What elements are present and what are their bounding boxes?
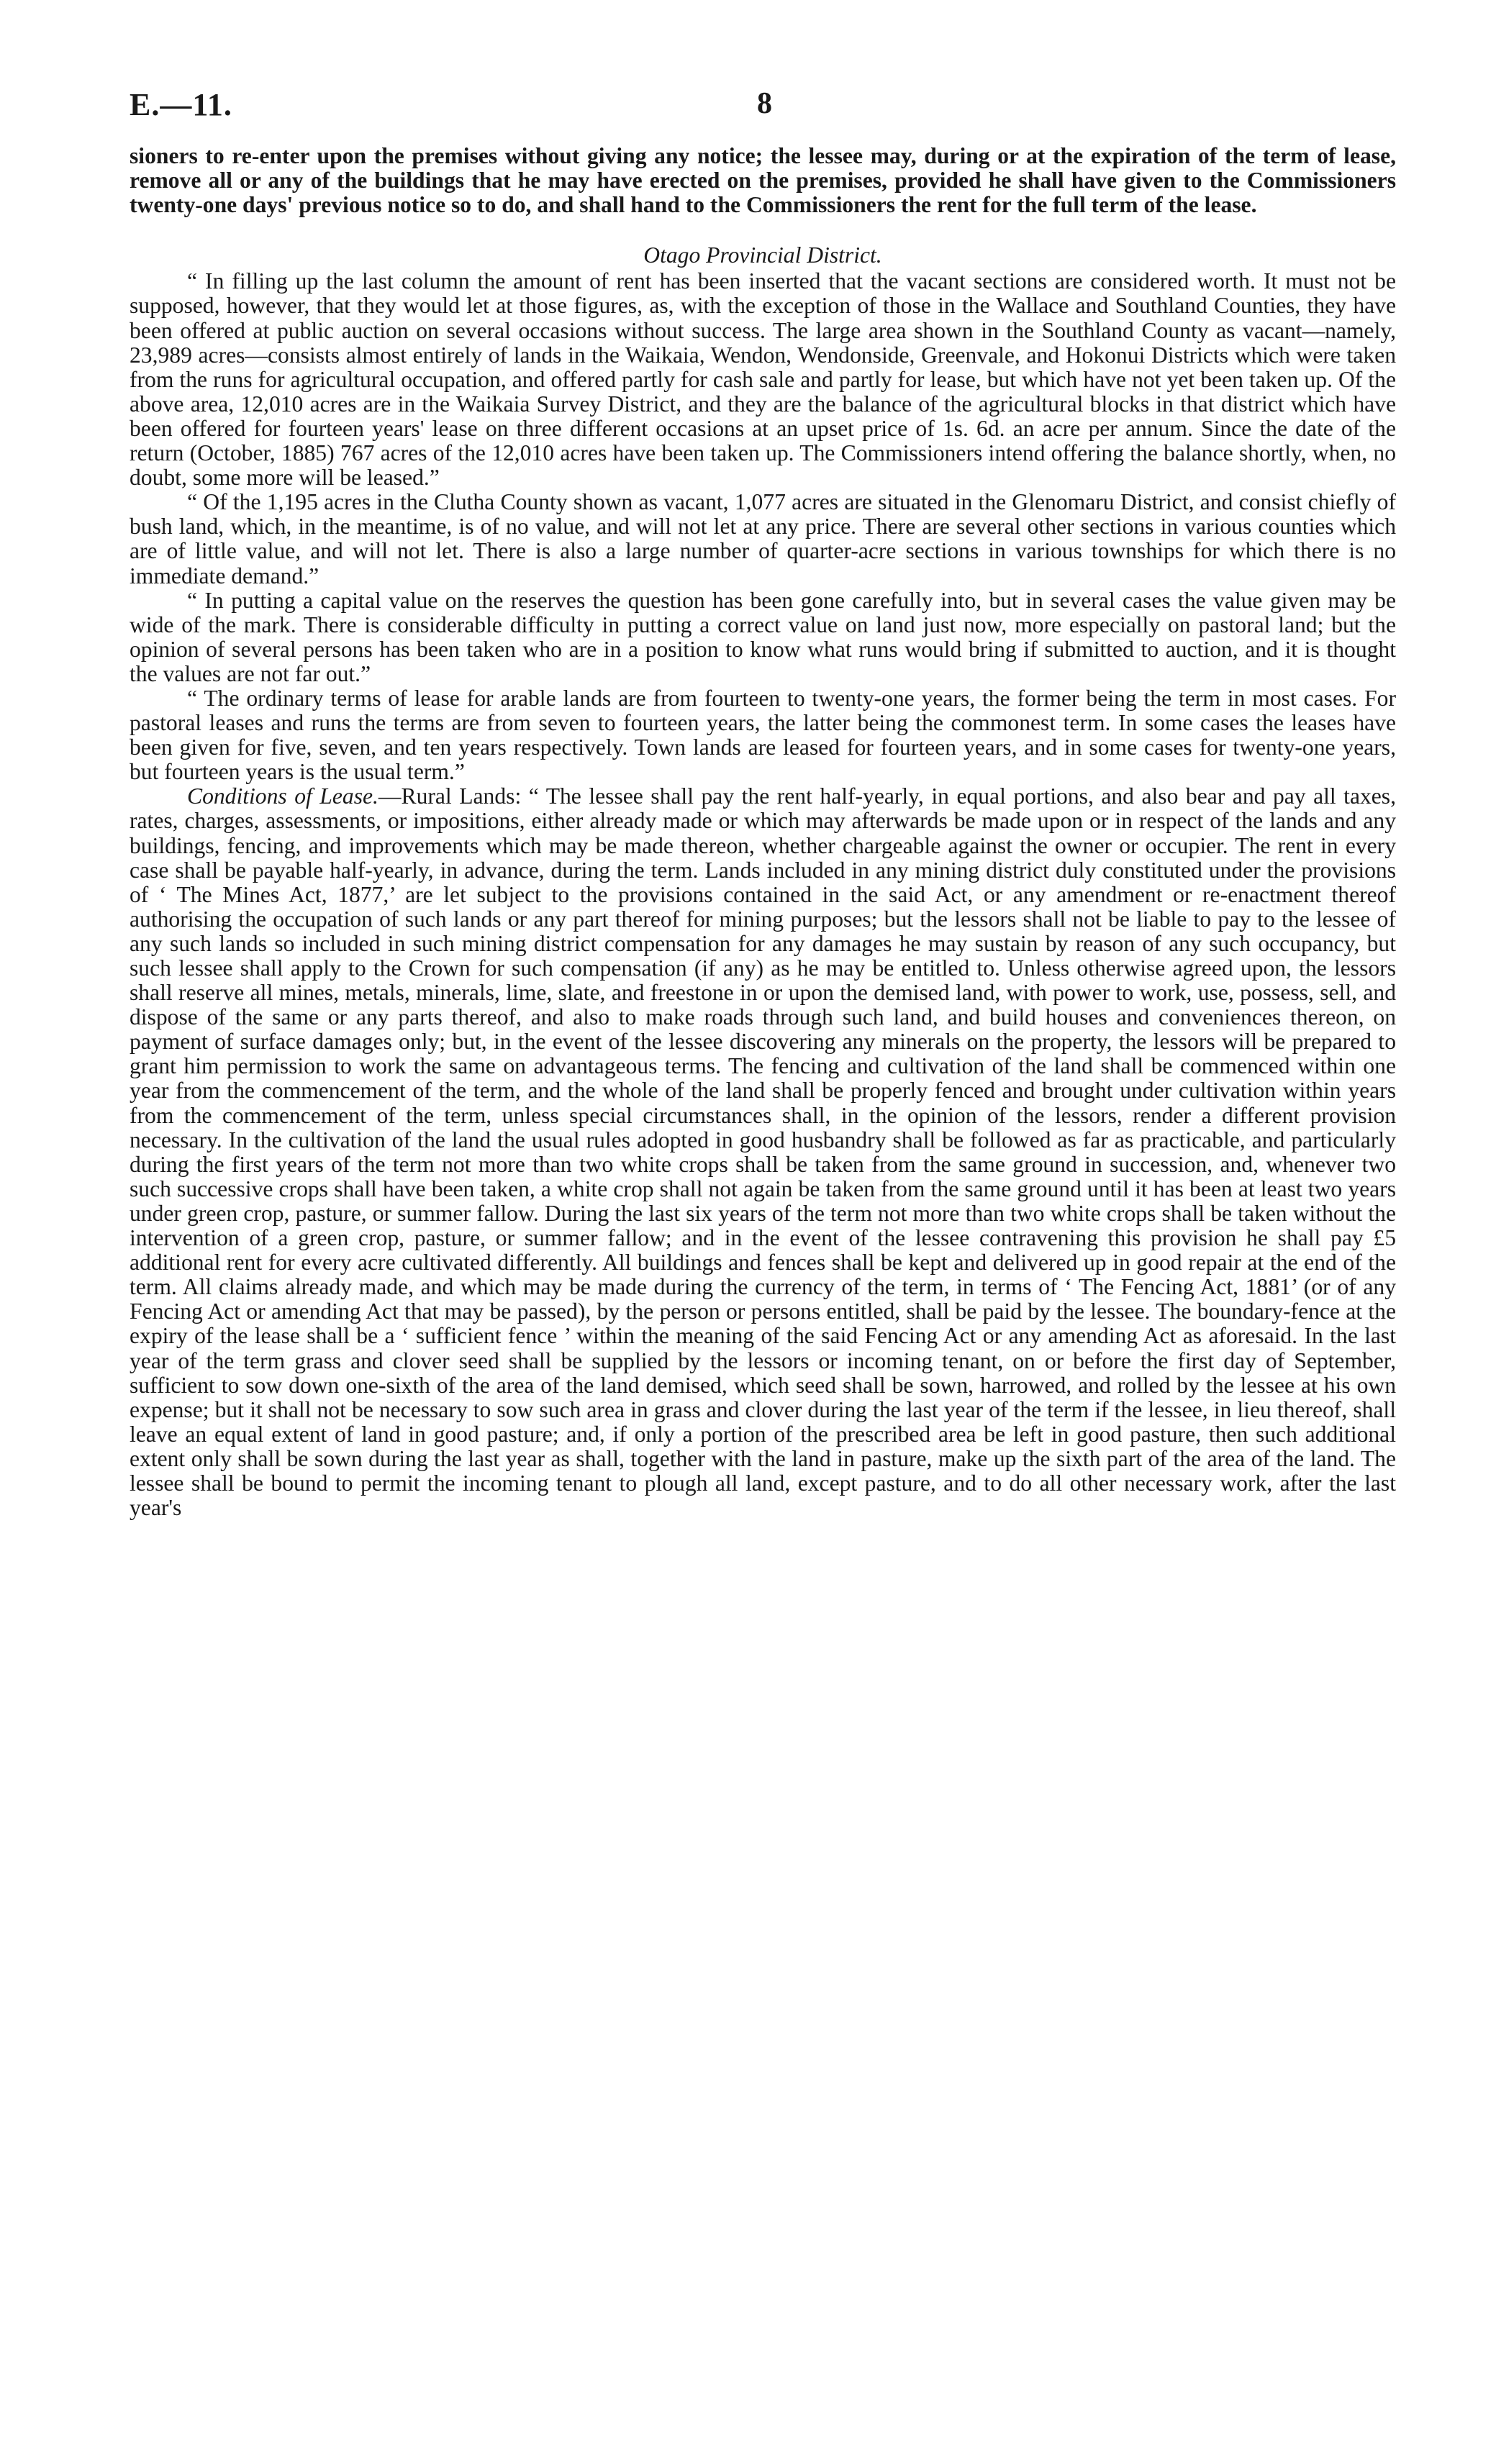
section-heading: Otago Provincial District.: [643, 242, 882, 268]
conditions-text: —Rural Lands: “ The lessee shall pay the rent half-yearly, in equal portions, and also bear and pay all taxes, rates, charges, assessments, or impositions, either already made or which may afterwards be made upon or in respect of the lands and any buildings, fencing, and improvements which may be made thereon, whether chargeable against the owner or occupier. The rent in every case shall be payable half-yearly, in advance, during the term. Lands included in any mining district duly constituted under the provisions of ‘ The Mines Act, 1877,’ are let subject to the provisions contained in the said Act, or any amendment or re-enactment thereof authorising the occupation of such lands or any part thereof for mining purposes; but the lessors shall not be liable to pay to the lessee of any such lands so included in such mining district compensation for any damages he may sustain by reason of any such occupancy, but such lessee shall apply to the Crown for such compensation (if any) as he may be entitled to. Unless otherwise agreed upon, the lessors shall reserve all mines, metals, minerals, lime, slate, and freestone in or upon the demised land, with power to work, use, possess, sell, and dispose of the same or any parts thereof, and also to make roads through such land, and build houses and conveniences thereon, on payment of surface damages only; but, in the event of the lessee discovering any minerals on the property, the lessors will be prepared to grant him permission to work the same on advantageous terms. The fencing and cultivation of the land shall be commenced within one year from the commencement of the term, and the whole of the land shall be properly fenced and brought under cultivation within years from the commencement of the term, unless special circumstances shall, in the opinion of the lessors, render a different provision necessary. In the cultivation of the land the usual rules adopted in good husbandry shall be followed as far as practicable, and particularly during the first years of the term not more than two white crops shall be taken from the same ground in succession, and, whenever two such successive crops shall have been taken, a white crop shall not again be taken from the same ground until it has been at least two years under green crop, pasture, or summer fallow. During the last six years of the term not more than two white crops shall be taken without the intervention of a green crop, pasture, or summer fallow; and in the event of the lessee contravening this provision he shall pay £5 additional rent for every acre cultivated differently. All buildings and fences shall be kept and delivered up in good repair at the end of the term. All claims already made, and which may be made during the currency of the term, in terms of ‘ The Fencing Act, 1881’ (or of any Fencing Act or amending Act that may be passed), by the person or persons entitled, shall be paid by the lessee. The boundary-fence at the expiry of the lease shall be a ‘ sufficient fence ’ within the meaning of the said Fencing Act or any amending Act as aforesaid. In the last year of the term grass and clover seed shall be supplied by the lessors or incoming tenant, on or before the first day of September, sufficient to sow down one-sixth of the area of the land demised, which seed shall be sown, harrowed, and rolled by the lessee at his own expense; but it shall not be necessary to sow such area in grass and clover during the last year of the term if the lessee, in lieu thereof, shall leave an equal extent of land in good pasture; and, if only a portion of the prescribed area be left in good pasture, then such additional extent only shall be sown during the last year as shall, together with the land in pasture, make up the sixth part of the area of the land. The lessee shall be bound to permit the incoming tenant to plough all land, except pasture, and to do all other necessary work, after the last year's: [130, 783, 1396, 1521]
document-reference: E.—11.: [130, 87, 232, 122]
paragraph-conditions-of-lease: [130, 784, 1396, 1520]
body-text: [130, 144, 1396, 1520]
paragraph-lease-terms: “ The ordinary terms of lease for arable lands are from fourteen to twenty-one years, the former being the term in most cases. For pastoral leases and runs the terms are from seven to fourteen years, the latter being the commonest term. In some cases the leases have been given for five, seven, and ten years respectively. Town lands are leased for fourteen years, and in some cases for twenty-one years, but fourteen years is the usual term.”: [130, 685, 1396, 785]
paragraph-capital-value: “ In putting a capital value on the reserves the question has been gone carefully into, but in several cases the value given may be wide of the mark. There is considerable difficulty in putting a correct value on land just now, more especially on pastoral land; but the opinion of several persons has been taken who are in a position to know what runs would bring if submitted to auction, and it is thought the values are not far out.”: [130, 587, 1396, 686]
document-page: [130, 86, 1396, 1520]
intro-paragraph: sioners to re-enter upon the premises without giving any notice; the lessee may, during or at the expiration of the term of lease, remove all or any of the buildings that he may have erected on the premises, provided he shall have given to the Commissioners twenty-one days' previous notice so to do, and shall hand to the Commissioners the rent for the full term of the lease.: [130, 143, 1396, 218]
paragraph-rent-column: “ In filling up the last column the amount of rent has been inserted that the vacant sections are considered worth. It must not be supposed, however, that they would let at those figures, as, with the exception of those in the Wallace and Southland Counties, they have been offered at public auction on several occasions without success. The large area shown in the Southland County as vacant—namely, 23,989 acres—consists almost entirely of lands in the Waikaia, Wendon, Wendonside, Greenvale, and Hokonui Districts which were taken from the runs for agricultural occupation, and offered partly for cash sale and partly for lease, but which have not yet been taken up. Of the above area, 12,010 acres are in the Waikaia Survey District, and they are the balance of the agricultural blocks in that district which have been offered for fourteen years' lease on three different occasions at an upset price of 1s. 6d. an acre per annum. Since the date of the return (October, 1885) 767 acres of the 12,010 acres have been taken up. The Commissioners intend offering the balance shortly, when, no doubt, some more will be leased.”: [130, 268, 1396, 491]
page-number: 8: [757, 87, 772, 120]
page-header: [130, 86, 1396, 144]
paragraph-clutha-county: “ Of the 1,195 acres in the Clutha County shown as vacant, 1,077 acres are situated in the Glenomaru District, and consist chiefly of bush land, which, in the meantime, is of no value, and will not let at any price. There are several other sections in various counties which are of little value, and will not let. There is also a large number of quarter-acre sections in various townships for which there is no immediate demand.”: [130, 489, 1396, 588]
conditions-label: Conditions of Lease.: [187, 783, 378, 809]
